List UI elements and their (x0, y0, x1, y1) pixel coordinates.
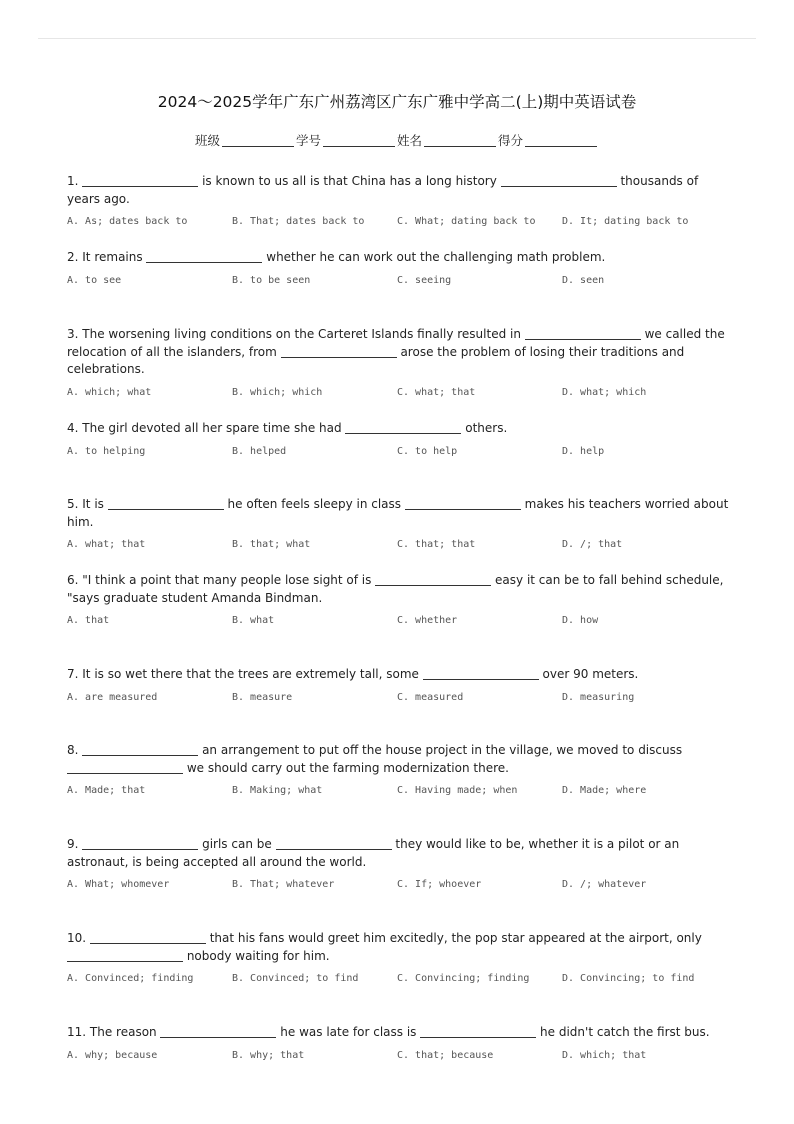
option-b[interactable]: B. to be seen (232, 274, 311, 286)
options-row (67, 446, 732, 457)
question-stem (67, 420, 732, 438)
question-text: easy it can be to fall behind schedule, "says graduate student Amanda Bindman. (67, 573, 724, 605)
question-stem (67, 496, 732, 531)
question-number: 4. (67, 421, 83, 435)
question-text: others. (461, 421, 508, 435)
question-4 (67, 420, 732, 457)
question-text: he didn't catch the first bus. (536, 1025, 710, 1039)
answer-blank[interactable] (67, 950, 183, 962)
question-text: The reason (89, 1025, 161, 1039)
option-d[interactable]: D. Convincing; to find (562, 973, 695, 984)
option-d[interactable]: D. what; which (562, 386, 647, 398)
question-text: he often feels sleepy in class (223, 497, 405, 511)
option-c[interactable]: C. seeing (397, 274, 452, 286)
options-row (67, 539, 732, 550)
question-number: 1. (67, 174, 83, 188)
question-text: It remains (82, 250, 147, 264)
option-b[interactable]: B. That; dates back to (232, 216, 365, 227)
answer-blank[interactable] (423, 668, 539, 680)
question-number: 10. (67, 931, 90, 945)
option-c[interactable]: C. Convincing; finding (397, 973, 530, 984)
answer-blank[interactable] (82, 175, 198, 187)
options-row (67, 1050, 732, 1061)
option-d[interactable]: D. which; that (562, 1049, 647, 1061)
question-number: 5. (67, 497, 83, 511)
answer-blank[interactable] (108, 498, 224, 510)
question-number: 11. (67, 1025, 90, 1039)
question-text: arose the problem of losing their traditions and celebrations. (67, 344, 685, 376)
question-11 (67, 1024, 732, 1061)
question-6 (67, 572, 732, 626)
question-text: It is (82, 497, 108, 511)
option-b[interactable]: B. which; which (232, 386, 323, 398)
option-d[interactable]: D. Made; where (562, 785, 647, 796)
question-stem (67, 173, 732, 208)
option-c[interactable]: C. whether (397, 615, 458, 626)
question-stem (67, 742, 732, 777)
option-a[interactable]: A. What; whomever (67, 879, 170, 890)
question-text: is known to us all is that China has a long history (198, 174, 501, 188)
question-5 (67, 496, 732, 550)
option-b[interactable]: B. Making; what (232, 785, 323, 796)
answer-blank[interactable] (146, 251, 262, 263)
question-8 (67, 742, 732, 796)
answer-blank[interactable] (501, 175, 617, 187)
question-stem (67, 1024, 732, 1042)
answer-blank[interactable] (160, 1026, 276, 1038)
option-d[interactable]: D. help (562, 445, 605, 457)
question-text: makes his teachers worried about him. (67, 497, 729, 529)
option-a[interactable]: A. to helping (67, 445, 146, 457)
option-b[interactable]: B. Convinced; to find (232, 973, 359, 984)
option-c[interactable]: C. Having made; when (397, 785, 518, 796)
name-label: 姓名 (397, 133, 423, 148)
answer-blank[interactable] (67, 762, 183, 774)
option-a[interactable]: A. which; what (67, 386, 152, 398)
student-info-line (0, 131, 794, 149)
score-label: 得分 (498, 133, 524, 148)
option-b[interactable]: B. what (232, 615, 275, 626)
option-c[interactable]: C. measured (397, 691, 464, 703)
question-text: he was late for class is (276, 1025, 421, 1039)
options-row (67, 615, 732, 626)
question-number: 3. (67, 327, 83, 341)
option-b[interactable]: B. That; whatever (232, 879, 335, 890)
question-10 (67, 930, 732, 984)
name-blank[interactable] (424, 134, 496, 147)
answer-blank[interactable] (405, 498, 521, 510)
answer-blank[interactable] (82, 744, 198, 756)
option-b[interactable]: B. helped (232, 445, 287, 457)
question-text: nobody waiting for him. (183, 948, 330, 963)
class-blank[interactable] (222, 134, 294, 147)
answer-blank[interactable] (375, 574, 491, 586)
option-a[interactable]: A. Convinced; finding (67, 973, 194, 984)
option-d[interactable]: D. /; that (562, 539, 623, 550)
question-stem (67, 572, 732, 607)
options-row (67, 692, 732, 703)
option-d[interactable]: D. seen (562, 274, 605, 286)
answer-blank[interactable] (525, 328, 641, 340)
option-c[interactable]: C. If; whoever (397, 879, 482, 890)
question-number: 7. (67, 667, 83, 681)
question-stem (67, 930, 732, 965)
header-rule (38, 38, 756, 39)
options-row (67, 275, 732, 286)
id-label: 学号 (295, 133, 321, 148)
answer-blank[interactable] (281, 346, 397, 358)
option-a[interactable]: A. Made; that (67, 785, 146, 796)
question-1 (67, 173, 732, 227)
answer-blank[interactable] (345, 422, 461, 434)
question-2 (67, 249, 732, 286)
option-a[interactable]: A. why; because (67, 1049, 158, 1061)
score-blank[interactable] (525, 134, 597, 147)
question-stem (67, 249, 732, 267)
question-stem (67, 836, 732, 871)
option-a[interactable]: A. that (67, 615, 110, 626)
question-number: 2. (67, 250, 83, 264)
id-blank[interactable] (323, 134, 395, 147)
question-stem (67, 326, 732, 379)
question-9 (67, 836, 732, 890)
answer-blank[interactable] (276, 838, 392, 850)
question-3 (67, 326, 732, 398)
options-row (67, 879, 732, 890)
option-d[interactable]: D. /; whatever (562, 879, 647, 890)
page-title: 2024～2025学年广东广州荔湾区广东广雅中学高二(上)期中英语试卷 (157, 93, 637, 111)
option-c[interactable]: C. that; because (397, 1049, 494, 1061)
question-7 (67, 666, 732, 703)
question-text: The girl devoted all her spare time she had (82, 421, 346, 435)
question-number: 8. (67, 743, 83, 757)
option-b[interactable]: B. that; what (232, 539, 311, 550)
question-text: over 90 meters. (538, 667, 639, 681)
question-text: It is so wet there that the trees are extremely tall, some (82, 667, 423, 681)
question-stem (67, 666, 732, 684)
question-text: thousands of years ago. (67, 174, 699, 206)
option-c[interactable]: C. to help (397, 445, 458, 457)
option-a[interactable]: A. are measured (67, 691, 158, 703)
option-c[interactable]: C. what; that (397, 386, 476, 398)
option-b[interactable]: B. measure (232, 691, 293, 703)
option-a[interactable]: A. As; dates back to (67, 216, 188, 227)
option-a[interactable]: A. to see (67, 274, 122, 286)
options-row (67, 216, 732, 227)
answer-blank[interactable] (90, 932, 206, 944)
question-text: "I think a point that many people lose sight of is (82, 573, 376, 587)
option-c[interactable]: C. that; that (397, 539, 476, 550)
question-text: whether he can work out the challenging math problem. (262, 250, 606, 264)
option-d[interactable]: D. measuring (562, 691, 635, 703)
options-row (67, 785, 732, 796)
options-row (67, 973, 732, 984)
question-text: that his fans would greet him excitedly, the pop star appeared at the airport, only (205, 931, 702, 945)
question-text: girls can be (198, 837, 276, 851)
options-row (67, 387, 732, 398)
question-text: we called the relocation of all the islanders, from (67, 327, 725, 359)
option-d[interactable]: D. It; dating back to (562, 216, 689, 227)
question-text: we should carry out the farming modernization there. (183, 760, 509, 775)
question-number: 6. (67, 573, 83, 587)
question-text: they would like to be, whether it is a pilot or an astronaut, is being accepted all around the world. (67, 837, 680, 869)
answer-blank[interactable] (420, 1026, 536, 1038)
class-label: 班级 (194, 133, 220, 148)
question-text: The worsening living conditions on the Carteret Islands finally resulted in (82, 327, 525, 341)
option-d[interactable]: D. how (562, 615, 599, 626)
option-a[interactable]: A. what; that (67, 539, 146, 550)
option-c[interactable]: C. What; dating back to (397, 216, 536, 227)
question-number: 9. (67, 837, 83, 851)
answer-blank[interactable] (82, 838, 198, 850)
option-b[interactable]: B. why; that (232, 1049, 305, 1061)
question-text: an arrangement to put off the house project in the village, we moved to discuss (198, 743, 683, 757)
